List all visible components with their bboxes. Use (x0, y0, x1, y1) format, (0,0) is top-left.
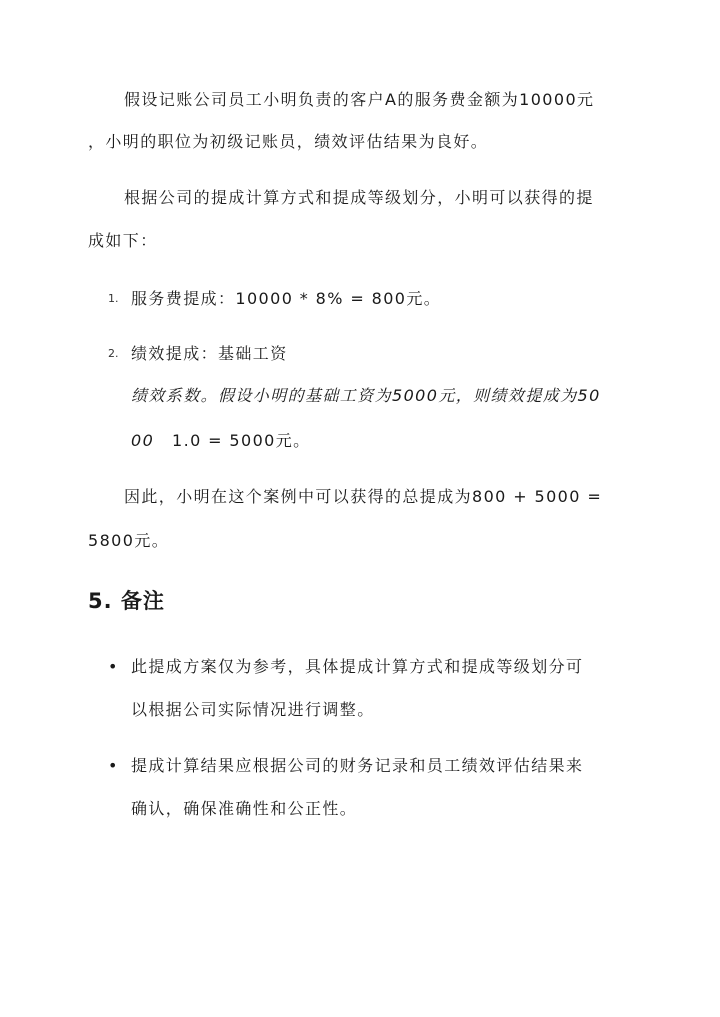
total-commission-line-1: 因此，小明在这个案例中可以获得的总提成为800 + 5000 = (124, 487, 603, 506)
section-heading-notes: 5. 备注 (88, 589, 165, 613)
bullet-icon: • (108, 756, 118, 775)
performance-commission: 绩效提成：基础工资 (131, 344, 288, 363)
list-number: 2. (108, 347, 119, 360)
bullet-icon: • (108, 657, 118, 676)
total-commission-line-2: 5800元。 (88, 531, 170, 550)
note-2-line-1: 提成计算结果应根据公司的财务记录和员工绩效评估结果来 (131, 756, 584, 775)
note-1-line-1: 此提成方案仅为参考，具体提成计算方式和提成等级划分可 (131, 657, 584, 676)
calculation-intro-line-2: 成如下： (88, 231, 158, 250)
service-fee-commission: 服务费提成：10000 * 8% = 800元。 (131, 289, 442, 308)
performance-formula-line-1: 绩效系数。假设小明的基础工资为5000元，则绩效提成为50 (131, 386, 601, 405)
list-number: 1. (108, 292, 119, 305)
calculation-intro-line-1: 根据公司的提成计算方式和提成等级划分，小明可以获得的提 (124, 188, 594, 207)
performance-formula-line-2-start: 00 (131, 431, 155, 450)
example-paragraph-line-1: 假设记账公司员工小明负责的客户A的服务费金额为10000元 (124, 90, 595, 109)
performance-formula-line-2-end: 1.0 = 5000元。 (172, 431, 311, 450)
note-1-line-2: 以根据公司实际情况进行调整。 (131, 700, 375, 719)
example-paragraph-line-2: ，小明的职位为初级记账员，绩效评估结果为良好。 (88, 132, 489, 151)
note-2-line-2: 确认，确保准确性和公正性。 (131, 799, 358, 818)
